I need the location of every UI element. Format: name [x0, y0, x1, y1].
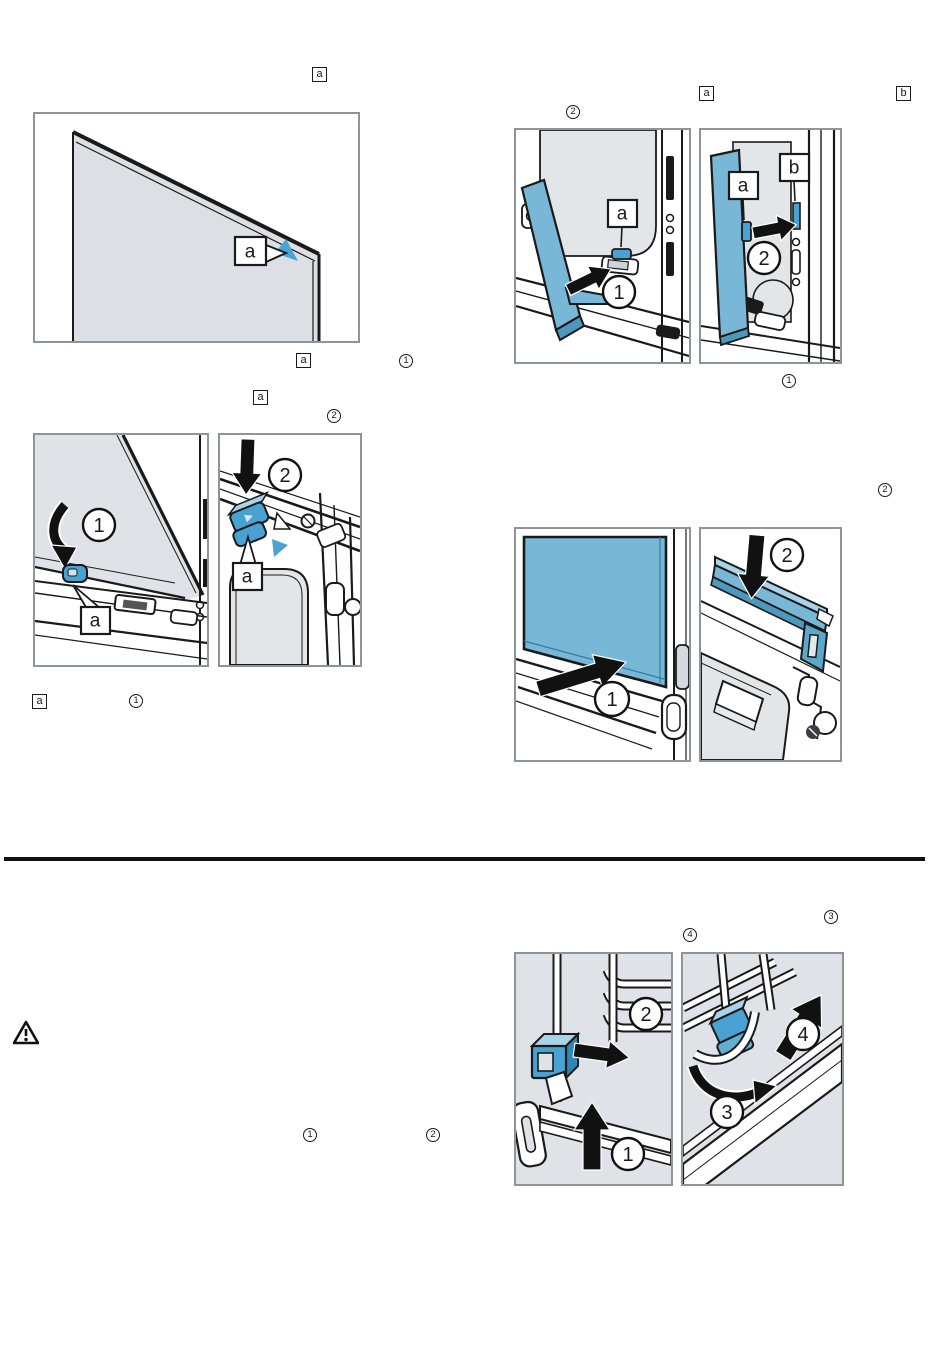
step-ref-3: 3	[824, 910, 838, 924]
step-ref-1: 1	[782, 374, 796, 388]
figure-glass-insert-left	[514, 527, 691, 762]
glass-marker-drawing	[35, 114, 358, 341]
figure-rack-clip-left	[514, 952, 673, 1186]
step-ref-1: 1	[303, 1128, 317, 1142]
step-4-badge	[787, 1018, 819, 1050]
svg-text:a: a	[737, 175, 749, 197]
step-ref-1: 1	[399, 354, 413, 368]
glass-insert-right-drawing	[701, 529, 840, 760]
blue-rack-clip	[532, 1034, 578, 1078]
step-1-badge	[612, 1138, 644, 1170]
svg-text:2: 2	[758, 248, 770, 270]
step-1-badge	[603, 276, 635, 308]
blue-triangle-marker-icon	[272, 539, 288, 557]
figure-release-right	[218, 433, 362, 667]
blue-clip	[612, 249, 631, 259]
step-ref-2: 2	[566, 105, 580, 119]
svg-text:b: b	[788, 157, 800, 179]
figure-rack-clip-right	[681, 952, 844, 1186]
svg-text:1: 1	[93, 515, 105, 537]
part-label-a: a	[32, 694, 47, 709]
step-3-badge	[711, 1096, 743, 1128]
part-label-b: b	[896, 86, 911, 101]
glass-insert-left-drawing	[516, 529, 689, 760]
step-ref-4: 4	[683, 928, 697, 942]
step-1-badge	[83, 509, 115, 541]
release-right-drawing	[220, 435, 360, 665]
step-ref-2: 2	[426, 1128, 440, 1142]
svg-text:a: a	[89, 610, 101, 632]
door-clip-left-drawing	[516, 130, 689, 362]
step-2-badge	[269, 459, 301, 491]
figure-door-clip-left	[514, 128, 691, 364]
part-label-a: a	[296, 353, 311, 368]
figure-door-clip-right	[699, 128, 842, 364]
step-ref-1: 1	[129, 694, 143, 708]
part-label-a: a	[253, 390, 268, 405]
step-2-badge	[630, 998, 662, 1030]
warning-icon	[13, 1020, 39, 1046]
part-label-a: a	[312, 67, 327, 82]
svg-text:2: 2	[781, 545, 793, 567]
step-ref-2: 2	[327, 409, 341, 423]
step-ref-2: 2	[878, 483, 892, 497]
figure-glass-marker	[33, 112, 360, 343]
rack-clip-right-drawing	[683, 954, 842, 1184]
step-2-badge	[771, 539, 803, 571]
svg-text:2: 2	[279, 465, 291, 487]
release-left-drawing	[35, 435, 207, 665]
figure-glass-insert-right	[699, 527, 842, 762]
svg-text:a: a	[244, 241, 256, 263]
svg-text:1: 1	[613, 282, 625, 304]
blue-clip	[742, 222, 751, 241]
svg-text:a: a	[241, 566, 253, 588]
svg-text:2: 2	[640, 1004, 652, 1026]
arrow-down-icon	[231, 438, 263, 495]
svg-text:4: 4	[797, 1024, 809, 1046]
step-1-badge	[595, 682, 629, 716]
svg-text:1: 1	[606, 689, 618, 711]
rack-clip-left-drawing	[516, 954, 671, 1184]
section-divider	[4, 857, 925, 861]
part-label-a: a	[699, 86, 714, 101]
door-clip-right-drawing	[701, 130, 840, 362]
figure-release-left	[33, 433, 209, 667]
step-2-badge	[748, 242, 780, 274]
svg-text:a: a	[616, 203, 628, 225]
svg-text:1: 1	[622, 1144, 634, 1166]
svg-text:3: 3	[721, 1102, 733, 1124]
